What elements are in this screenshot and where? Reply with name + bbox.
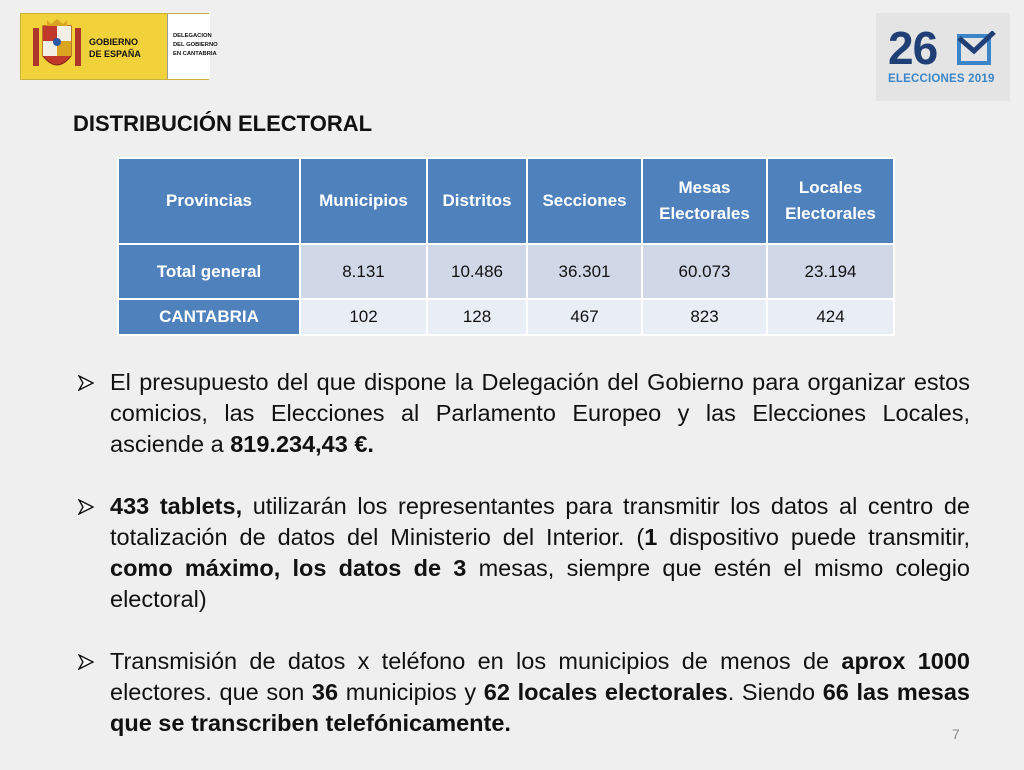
bullet-text: Transmisión de datos x teléfono en los municipios de menos de xyxy=(110,648,842,674)
bullet-bold: como máximo, los datos de 3 xyxy=(110,555,467,581)
table-row xyxy=(118,299,894,335)
arrow-bullet-icon xyxy=(78,375,94,391)
page-title: DISTRIBUCIÓN ELECTORAL xyxy=(73,111,373,136)
bullet-bold: 62 locales electorales xyxy=(483,679,728,705)
bullet-text: utilizarán los representantes para transmitir los datos al centro de totalización de datos del Ministerio del Interior. ( xyxy=(110,493,970,550)
bullet-bold: 819.234,43 €. xyxy=(230,431,374,457)
bullet-text: dispositivo puede transmitir, xyxy=(657,524,970,550)
gov-name-line2: DE ESPAÑA xyxy=(89,49,141,59)
table-cell: 60.073 xyxy=(642,244,767,299)
col-header-distritos: Distritos xyxy=(427,158,527,244)
list-item xyxy=(78,491,970,615)
col-header-municipios: Municipios xyxy=(300,158,427,244)
table-row xyxy=(118,244,894,299)
col-header-provincias: Provincias xyxy=(118,158,300,244)
bullet-list xyxy=(78,367,970,770)
table-cell: 467 xyxy=(527,299,642,335)
deleg-line2: DEL GOBIERNO xyxy=(173,42,218,48)
deleg-line3: EN CANTABRIA xyxy=(173,51,217,57)
ballot-check-icon xyxy=(956,31,996,67)
col-header-secciones: Secciones xyxy=(527,158,642,244)
bullet-text: El presupuesto del que dispone la Delegación del Gobierno para organizar estos comicios, las Elecciones al Parlamento Europeo y las Elecciones Locales, asciende a xyxy=(110,369,970,457)
election-number: 26 xyxy=(888,22,938,74)
table-cell: 8.131 xyxy=(300,244,427,299)
bullet-text: electores. que son xyxy=(110,679,312,705)
bullet-bold: 433 tablets, xyxy=(110,493,243,519)
table-cell: 10.486 xyxy=(427,244,527,299)
table-cell: 36.301 xyxy=(527,244,642,299)
bullet-bold: 66 las mesas que se transcriben telefónicamente. xyxy=(110,679,970,736)
bullet-bold: 1 xyxy=(644,524,658,550)
gov-name-line1: GOBIERNO xyxy=(89,37,139,47)
page-number: 7 xyxy=(952,726,960,742)
deleg-line1: DELEGACION xyxy=(173,33,212,39)
election-label: ELECCIONES 2019 xyxy=(888,73,995,85)
table-header-row xyxy=(118,158,894,244)
bullet-text: mesas, siempre que estén el mismo colegio electoral) xyxy=(110,555,970,612)
row-label: Total general xyxy=(118,244,300,299)
col-header-locales: Locales Electorales xyxy=(767,158,894,244)
bullet-text: municipios y xyxy=(338,679,484,705)
elecciones-logo xyxy=(876,13,1010,101)
list-item xyxy=(78,646,970,739)
table-cell: 823 xyxy=(642,299,767,335)
table-cell: 128 xyxy=(427,299,527,335)
gobierno-logo xyxy=(20,13,218,80)
table-cell: 424 xyxy=(767,299,894,335)
arrow-bullet-icon xyxy=(78,654,94,670)
table-cell: 102 xyxy=(300,299,427,335)
distribution-table xyxy=(117,157,895,336)
coat-of-arms-icon xyxy=(29,18,85,76)
bullet-bold: 36 xyxy=(311,679,339,705)
row-label: CANTABRIA xyxy=(118,299,300,335)
list-item xyxy=(78,367,970,460)
bullet-bold: aprox 1000 xyxy=(841,648,970,674)
col-header-mesas: Mesas Electorales xyxy=(642,158,767,244)
arrow-bullet-icon xyxy=(78,499,94,515)
bullet-text: . Siendo xyxy=(727,679,823,705)
table-cell: 23.194 xyxy=(767,244,894,299)
